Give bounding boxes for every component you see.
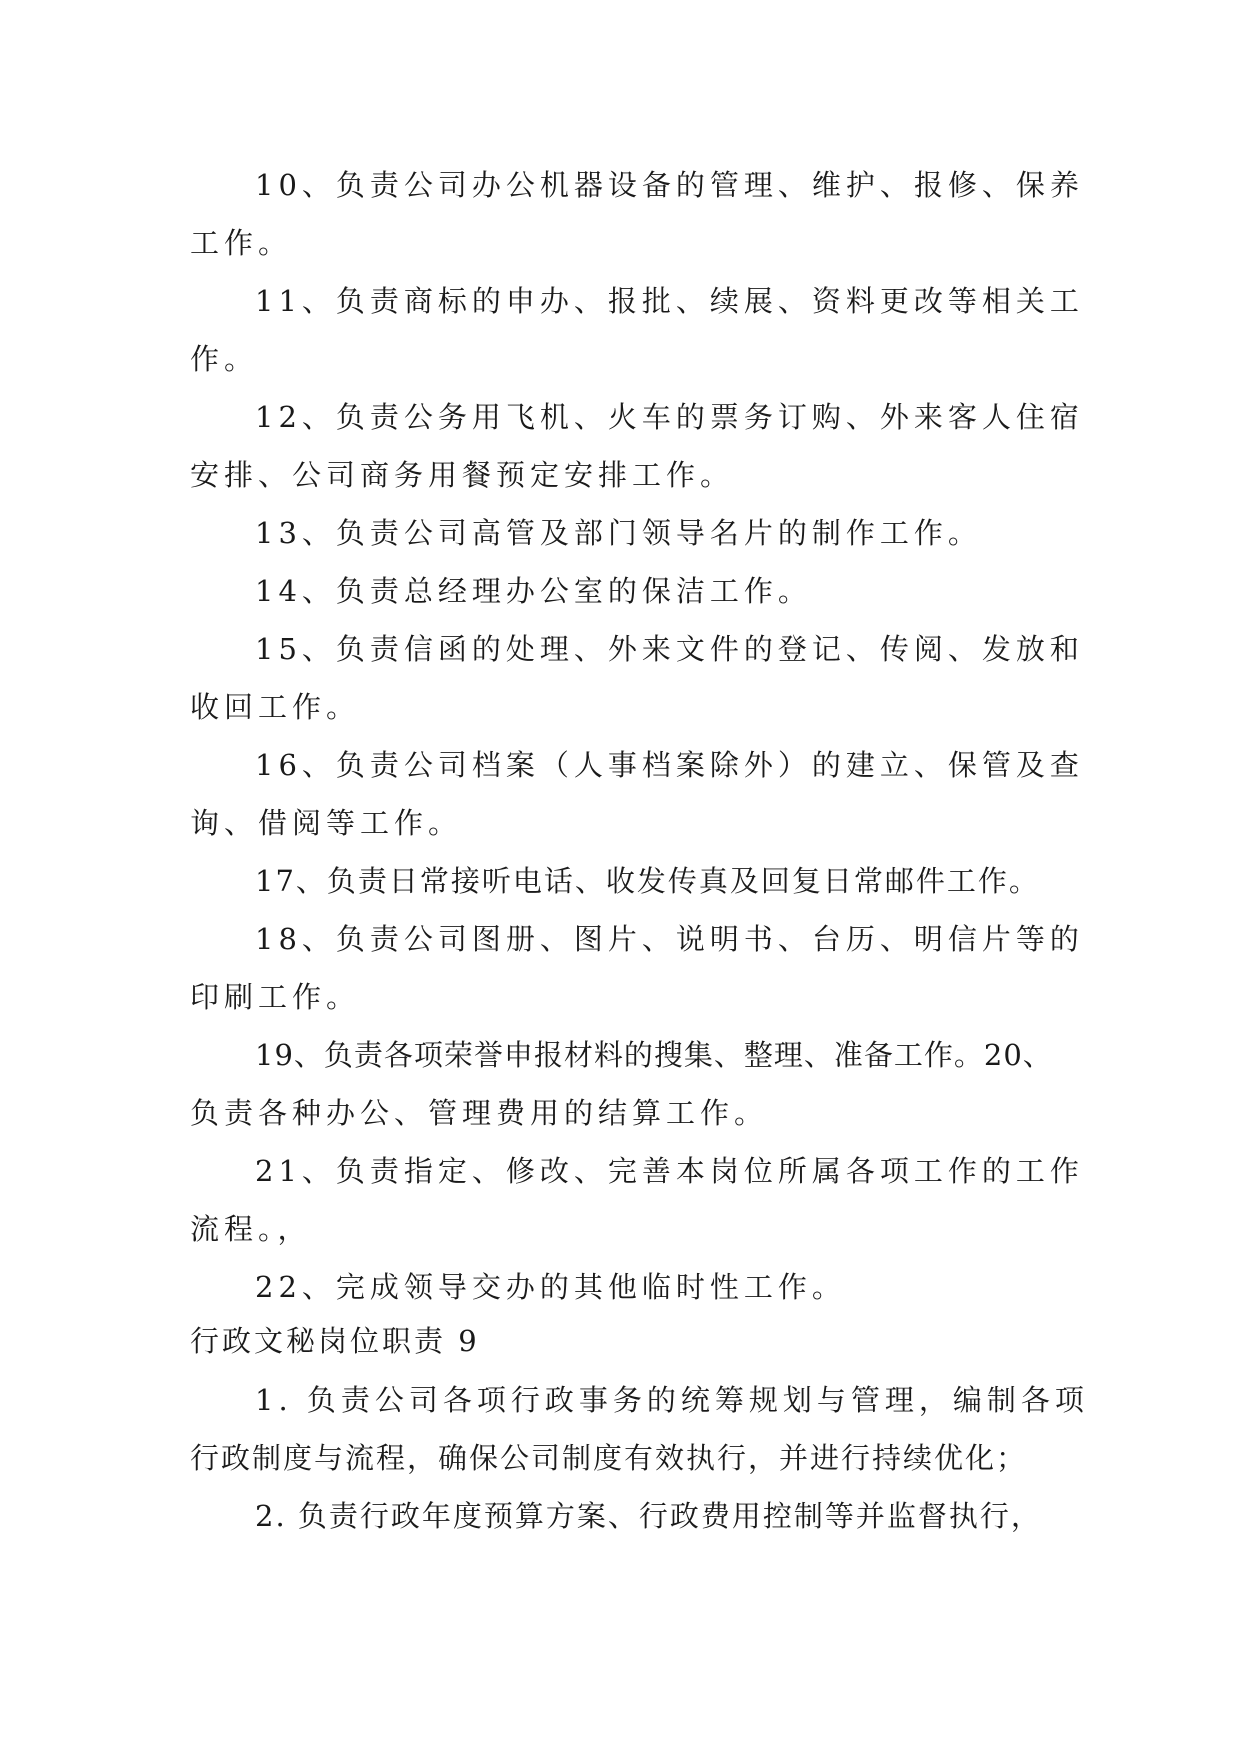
paragraph-line: 收回工作。 <box>190 690 361 724</box>
paragraph-line: 负责各种办公、管理费用的结算工作。 <box>190 1096 769 1130</box>
paragraph-line: 16、负责公司档案（人事档案除外）的建立、保管及查 <box>255 748 1084 782</box>
paragraph-line: 11、负责商标的申办、报批、续展、资料更改等相关工 <box>255 284 1084 318</box>
paragraph-line: 19、负责各项荣誉申报材料的搜集、整理、准备工作。20、 <box>255 1038 1053 1072</box>
paragraph-line: 流程。， <box>190 1212 312 1246</box>
paragraph-line: 作。 <box>190 342 259 376</box>
paragraph-line: 行政制度与流程，确保公司制度有效执行，并进行持续优化； <box>190 1441 1028 1475</box>
paragraph-line: 1. 负责公司各项行政事务的统筹规划与管理，编制各项 <box>255 1383 1089 1417</box>
paragraph-line: 询、借阅等工作。 <box>190 806 463 840</box>
section-heading: 行政文秘岗位职责 9 <box>190 1324 480 1358</box>
paragraph-line: 22、完成领导交办的其他临时性工作。 <box>255 1270 846 1304</box>
paragraph-line: 13、负责公司高管及部门领导名片的制作工作。 <box>255 516 982 550</box>
paragraph-line: 12、负责公务用飞机、火车的票务订购、外来客人住宿 <box>255 400 1084 434</box>
paragraph-line: 2. 负责行政年度预算方案、行政费用控制等并监督执行， <box>255 1499 1042 1533</box>
paragraph-line: 17、负责日常接听电话、收发传真及回复日常邮件工作。 <box>255 864 1040 898</box>
paragraph-line: 安排、公司商务用餐预定安排工作。 <box>190 458 735 492</box>
paragraph-line: 工作。 <box>190 226 293 260</box>
paragraph-line: 印刷工作。 <box>190 980 361 1014</box>
paragraph-line: 14、负责总经理办公室的保洁工作。 <box>255 574 812 608</box>
paragraph-line: 10、负责公司办公机器设备的管理、维护、报修、保养 <box>255 168 1084 202</box>
paragraph-line: 18、负责公司图册、图片、说明书、台历、明信片等的 <box>255 922 1084 956</box>
paragraph-line: 21、负责指定、修改、完善本岗位所属各项工作的工作 <box>255 1154 1084 1188</box>
paragraph-line: 15、负责信函的处理、外来文件的登记、传阅、发放和 <box>255 632 1084 666</box>
